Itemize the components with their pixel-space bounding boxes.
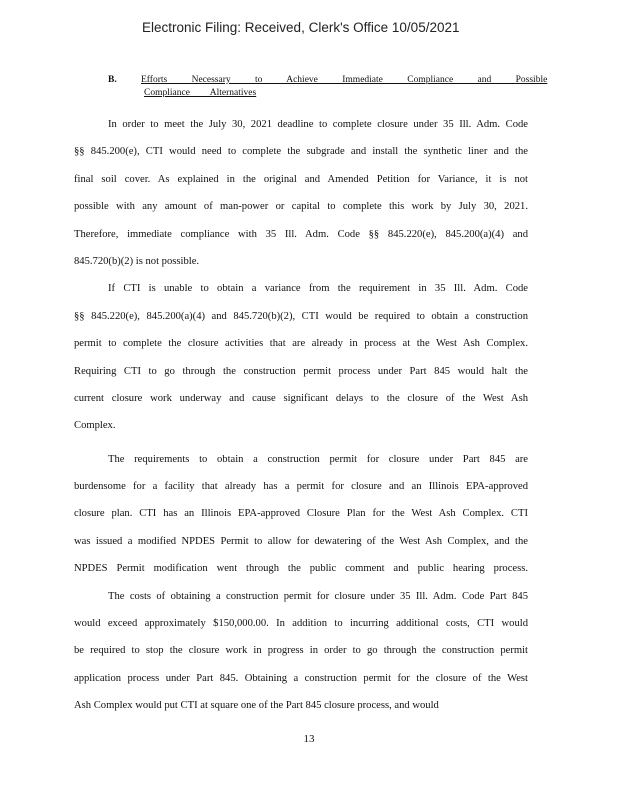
text-line: Requiring CTI to go through the construction permit process under Part 845 would halt the <box>74 365 528 377</box>
paragraph <box>74 583 528 720</box>
text-line: If CTI is unable to obtain a variance from the requirement in 35 Ill. Adm. Code <box>108 283 528 295</box>
text-line: permit to complete the closure activities that are already in process at the West Ash Complex. <box>74 338 528 350</box>
paragraph <box>74 446 528 583</box>
section-title-line-1: Efforts Necessary to Achieve Immediate Compliance and Possible <box>141 75 548 85</box>
text-line: burdensome for a facility that already has a permit for closure and an Illinois EPA-approved <box>74 481 528 493</box>
text-line: NPDES Permit modification went through the public comment and public hearing process. <box>74 563 528 575</box>
text-line: Ash Complex would put CTI at square one of the Part 845 closure process, and would <box>74 700 439 712</box>
text-line: was issued a modified NPDES Permit to allow for dewatering of the West Ash Complex, and the <box>74 535 528 547</box>
text-line: §§ 845.200(e), CTI would need to complete the subgrade and install the synthetic liner and the <box>74 146 528 158</box>
text-line: The costs of obtaining a construction permit for closure under 35 Ill. Adm. Code Part 845 <box>108 590 528 602</box>
text-line: The requirements to obtain a construction permit for closure under Part 845 are <box>108 453 528 465</box>
document-body <box>74 111 528 720</box>
filing-header: Electronic Filing: Received, Clerk's Office 10/05/2021 <box>142 20 460 35</box>
text-line: §§ 845.220(e), 845.200(a)(4) and 845.720(b)(2), CTI would be required to obtain a construction <box>74 310 528 322</box>
text-line: final soil cover. As explained in the original and Amended Petition for Variance, it is not <box>74 173 528 185</box>
section-title-line-2: Compliance Alternatives <box>144 88 257 98</box>
section-label: B. <box>108 75 117 85</box>
text-line: Therefore, immediate compliance with 35 Ill. Adm. Code §§ 845.220(e), 845.200(a)(4) and <box>74 228 528 240</box>
text-line: closure plan. CTI has an Illinois EPA-approved Closure Plan for the West Ash Complex. CTI <box>74 508 528 520</box>
paragraph <box>74 111 528 275</box>
page-number: 13 <box>303 733 315 745</box>
text-line: be required to stop the closure work in progress in order to go through the construction permit <box>74 645 528 657</box>
text-line: 845.720(b)(2) is not possible. <box>74 255 200 267</box>
text-line: possible with any amount of man-power or capital to complete this work by July 30, 2021. <box>74 201 528 213</box>
text-line: application process under Part 845. Obtaining a construction permit for the closure of the West <box>74 672 528 684</box>
text-line: In order to meet the July 30, 2021 deadline to complete closure under 35 Ill. Adm. Code <box>108 119 528 130</box>
text-line: current closure work underway and cause significant delays to the closure of the West Ash <box>74 392 528 404</box>
text-line: Complex. <box>74 420 116 432</box>
text-line: would exceed approximately $150,000.00. In addition to incurring additional costs, CTI would <box>74 618 528 630</box>
paragraph <box>74 275 528 439</box>
